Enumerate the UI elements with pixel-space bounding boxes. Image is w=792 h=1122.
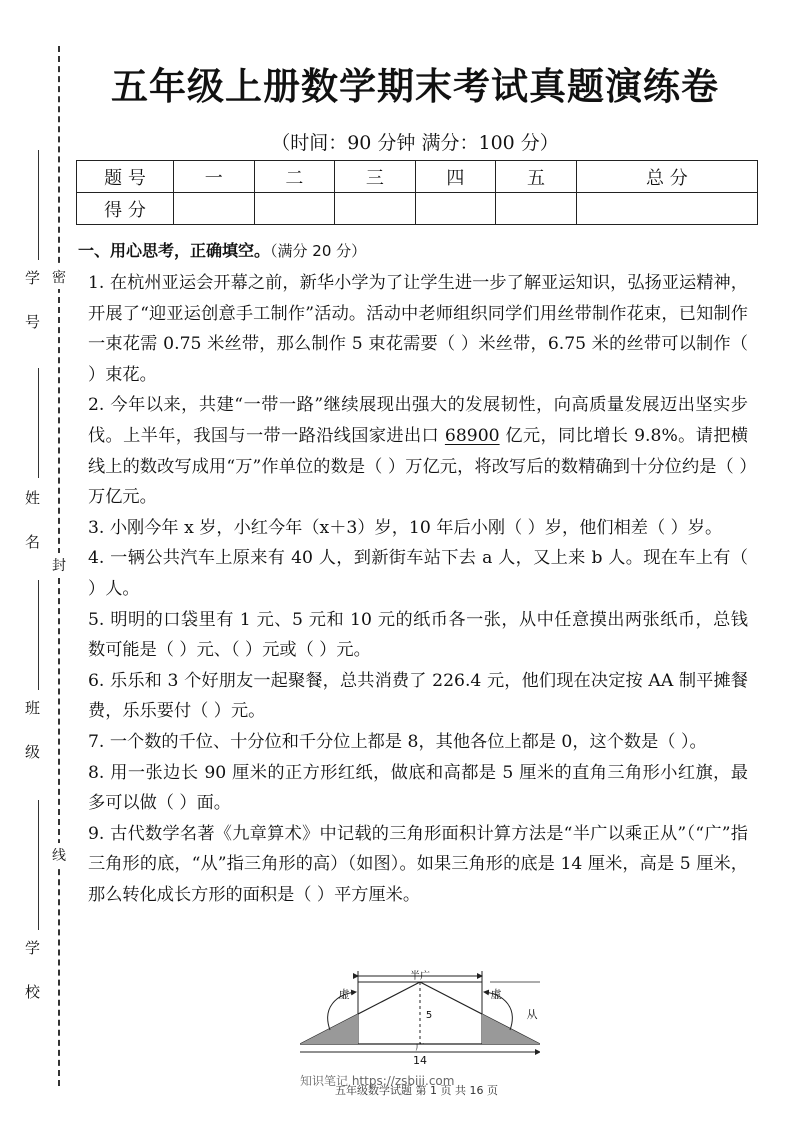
score-row-label: 得 分 xyxy=(77,193,174,225)
seal-char-feng: 封 xyxy=(52,553,66,577)
question-4: 4. 一辆公共汽车上原来有 40 人，到新街车站下去 a 人，又上来 b 人。现在车上有（ ）人。 xyxy=(88,548,748,599)
school-label: 学 校 xyxy=(23,940,41,1011)
score-table xyxy=(76,160,758,225)
height-value-label: 5 xyxy=(425,1010,433,1021)
class-line xyxy=(38,580,39,690)
section-heading xyxy=(78,238,366,261)
section-title: 一、用心思考，正确填空。 xyxy=(78,241,271,260)
student-id-label: 学 号 xyxy=(23,270,41,341)
score-table-score-row xyxy=(77,193,758,225)
seal-char-mi: 密 xyxy=(52,265,66,289)
score-header-cell: 五 xyxy=(496,161,577,193)
question-9: 9. 古代数学名著《九章算术》中记载的三角形面积计算方法是“半广以乘正从”（“广”指三角形的底，“从”指三角形的高）（如图）。如果三角形的底是 14 厘米，高是 5 厘米，那么转化成长方形的面积是（ ）平方厘米。 xyxy=(88,823,748,905)
binding-margin xyxy=(0,0,70,1122)
underlined-number: 68900 xyxy=(444,425,500,446)
height-word-label: 从 xyxy=(526,1008,538,1021)
left-virtual-label: 虚 xyxy=(338,988,350,1001)
question-5: 5. 明明的口袋里有 1 元、5 元和 10 元的纸币各一张，从中任意摸出两张纸币，总钱数可能是（ ）元、（ ）元或（ ）元。 xyxy=(88,609,748,661)
class-label: 班 级 xyxy=(23,700,41,771)
page-number: 五年级数学试题 第 1 页 共 16 页 xyxy=(335,1084,498,1097)
score-header-cell: 四 xyxy=(415,161,496,193)
name-label: 姓 名 xyxy=(23,490,41,561)
score-header-cell: 一 xyxy=(174,161,255,193)
base-value-label: 14 xyxy=(413,1054,427,1066)
section-points: （满分 20 分） xyxy=(270,242,367,260)
question-2 xyxy=(88,390,748,512)
question-6: 6. 乐乐和 3 个好朋友一起聚餐，总共消费了 226.4 元，他们现在决定按 AA 制平摊餐费，乐乐要付（ ）元。 xyxy=(88,670,748,722)
school-line xyxy=(38,800,39,930)
question-list xyxy=(88,268,748,910)
name-line xyxy=(38,368,39,478)
score-input-cell[interactable] xyxy=(576,193,757,225)
half-base-label: 半广 xyxy=(410,971,430,982)
score-header-cell: 题 号 xyxy=(77,161,174,193)
score-table-header-row xyxy=(77,161,758,193)
score-input-cell[interactable] xyxy=(254,193,335,225)
page-title: 五年级上册数学期末考试真题演练卷 xyxy=(111,64,719,108)
score-input-cell[interactable] xyxy=(335,193,416,225)
question-3: 3. 小刚今年 x 岁，小红今年（x＋3）岁，10 年后小刚（ ）岁，他们相差（ ）岁。 xyxy=(88,517,723,538)
question-1: 1. 在杭州亚运会开幕之前，新华小学为了让学生进一步了解亚运知识，弘扬亚运精神，开展了“迎亚运创意手工制作”活动。活动中老师组织同学们用丝带制作花束，已知制作一束花需 0.75 米丝带，那么制作 5 束花需要（ ）米丝带，6.75 米的丝带可以制作（ ）束花。 xyxy=(88,273,748,385)
student-id-line xyxy=(38,150,39,260)
seal-char-xian: 线 xyxy=(52,843,66,867)
question-2-part-b: 亿元，同比增长 9.8%。请把横线上的数改写成用“万”作单位的数是（ ）万亿元，将改写后的数精确到十分位约是（ ）万亿元。 xyxy=(88,425,749,508)
question-7: 7. 一个数的千位、十分位和千分位上都是 8，其他各位上都是 0，这个数是（ ）。 xyxy=(88,731,707,752)
score-input-cell[interactable] xyxy=(415,193,496,225)
score-header-cell: 总 分 xyxy=(576,161,757,193)
base-word-label: 广 xyxy=(415,1043,425,1053)
question-8: 8. 用一张边长 90 厘米的正方形红纸，做底和高都是 5 厘米的直角三角形小红旗，最多可以做（ ）面。 xyxy=(88,762,748,814)
watermark-text: 知识笔记 https://zsbiji.com xyxy=(300,1074,455,1088)
score-header-cell: 三 xyxy=(335,161,416,193)
question-2-part-a: 2. 今年以来，共建“一带一路”继续展现出强大的发展韧性，向高质量发展迈出坚实步伐。上半年，我国与一带一路沿线国家进出口 xyxy=(88,395,748,446)
exam-info: （时间：90 分钟 满分：100 分） xyxy=(271,132,559,154)
triangle-figure xyxy=(300,968,540,1066)
score-header-cell: 二 xyxy=(254,161,335,193)
score-input-cell[interactable] xyxy=(496,193,577,225)
score-input-cell[interactable] xyxy=(174,193,255,225)
right-virtual-label: 虚 xyxy=(490,988,502,1001)
